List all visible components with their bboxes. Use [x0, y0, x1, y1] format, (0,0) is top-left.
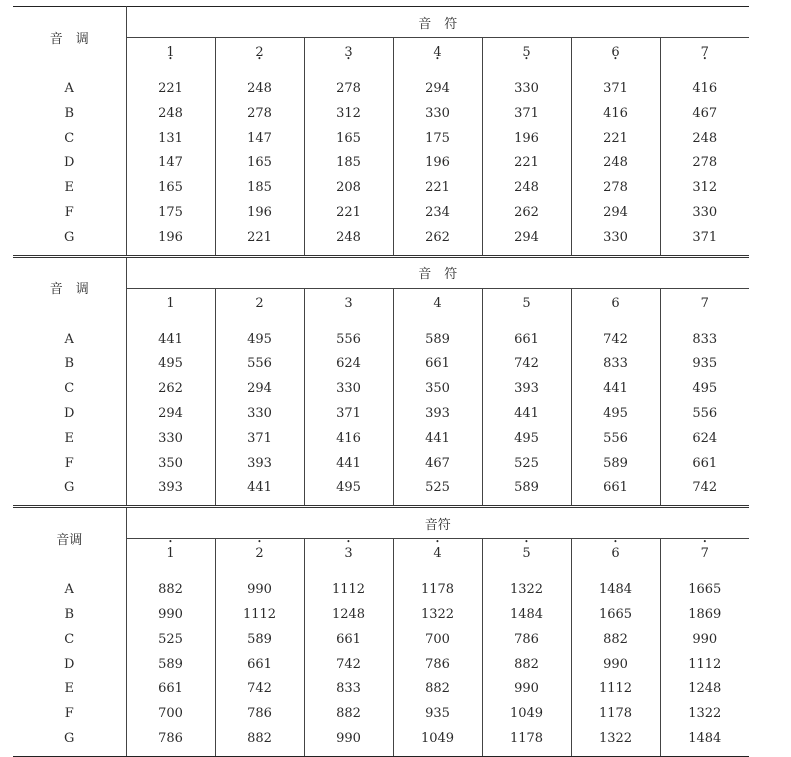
frequency-cell: 248	[126, 102, 215, 127]
frequency-cell: 700	[126, 702, 215, 727]
frequency-cell: 742	[304, 653, 393, 678]
frequency-cell: 525	[393, 476, 482, 506]
note-header-cell	[215, 288, 304, 318]
frequency-cell: 393	[215, 452, 304, 477]
frequency-cell: 1178	[482, 727, 571, 756]
note-header-cell	[571, 539, 660, 569]
frequency-cell: 1665	[571, 603, 660, 628]
table-row	[13, 151, 749, 176]
frequency-cell: 221	[304, 201, 393, 226]
frequency-cell: 416	[571, 102, 660, 127]
note-header-cell	[393, 539, 482, 569]
note-header-cell	[304, 288, 393, 318]
frequency-cell: 525	[482, 452, 571, 477]
frequency-cell: 495	[571, 402, 660, 427]
note-label: 6 •	[611, 45, 619, 60]
frequency-cell: 661	[393, 352, 482, 377]
frequency-cell: 742	[692, 480, 718, 496]
frequency-cell: 294	[215, 377, 304, 402]
note-label: 2	[255, 295, 264, 311]
frequency-cell: 700	[393, 628, 482, 653]
key-cell: G	[13, 226, 126, 256]
frequency-cell: 1112	[215, 603, 304, 628]
key-cell: D	[13, 151, 126, 176]
frequency-cell: 661	[571, 476, 660, 506]
frequency-cell: 371	[482, 102, 571, 127]
frequency-cell: 221	[126, 67, 215, 102]
key-cell: G	[13, 476, 126, 506]
table-row	[13, 628, 749, 653]
frequency-cell: 248	[482, 176, 571, 201]
frequency-cell: 882	[215, 727, 304, 756]
table-row	[13, 452, 749, 477]
frequency-cell: 556	[215, 352, 304, 377]
frequency-cell: 221	[215, 226, 304, 256]
note-header-cell	[304, 539, 393, 569]
section-1-header-row	[13, 256, 749, 288]
frequency-cell: 221	[393, 176, 482, 201]
frequency-cell: 196	[393, 151, 482, 176]
frequency-cell: 882	[304, 702, 393, 727]
note-label: 4	[433, 295, 442, 311]
frequency-cell: 786	[126, 727, 215, 756]
frequency-cell: 175	[393, 127, 482, 152]
frequency-cell: 990	[215, 568, 304, 603]
frequency-cell: 147	[215, 127, 304, 152]
note-label: • 4	[433, 546, 441, 561]
frequency-cell: 1049	[393, 727, 482, 756]
note-frequency-table	[13, 6, 749, 757]
table-row	[13, 201, 749, 226]
frequency-cell: 416	[304, 427, 393, 452]
note-header-cell	[660, 38, 749, 68]
note-header-cell	[126, 539, 215, 569]
note-group-header: 音 符	[126, 7, 749, 38]
frequency-cell: 495	[215, 318, 304, 353]
frequency-cell: 1869	[688, 606, 722, 622]
table-row	[13, 377, 749, 402]
frequency-cell: 165	[126, 176, 215, 201]
frequency-cell: 208	[304, 176, 393, 201]
frequency-cell: 1322	[482, 568, 571, 603]
frequency-cell: 371	[304, 402, 393, 427]
key-column-header: 音 调	[13, 256, 126, 318]
note-header-cell	[126, 38, 215, 68]
frequency-cell: 221	[482, 151, 571, 176]
frequency-cell: 990	[304, 727, 393, 756]
note-header-cell	[482, 288, 571, 318]
frequency-cell: 262	[482, 201, 571, 226]
frequency-cell: 234	[393, 201, 482, 226]
note-header-cell	[660, 539, 749, 569]
note-label: • 7	[701, 546, 709, 561]
frequency-cell: 589	[215, 628, 304, 653]
frequency-cell: 742	[215, 677, 304, 702]
frequency-cell: 1178	[393, 568, 482, 603]
note-header-cell	[393, 288, 482, 318]
note-label: 7 •	[701, 45, 709, 60]
frequency-cell: 294	[571, 201, 660, 226]
frequency-cell: 1322	[571, 727, 660, 756]
frequency-cell: 661	[482, 318, 571, 353]
frequency-cell: 661	[126, 677, 215, 702]
frequency-cell: 393	[126, 476, 215, 506]
frequency-cell: 248	[571, 151, 660, 176]
frequency-cell: 441	[215, 476, 304, 506]
frequency-cell: 196	[482, 127, 571, 152]
note-label: • 5	[522, 546, 530, 561]
frequency-cell: 495	[304, 476, 393, 506]
key-cell: D	[13, 402, 126, 427]
frequency-cell: 467	[692, 105, 718, 121]
frequency-cell: 185	[304, 151, 393, 176]
frequency-cell: 147	[126, 151, 215, 176]
frequency-cell: 661	[215, 653, 304, 678]
frequency-cell: 661	[692, 455, 718, 471]
frequency-cell: 990	[692, 631, 718, 647]
frequency-cell: 248	[304, 226, 393, 256]
frequency-cell: 371	[692, 229, 718, 245]
section-0-header-row	[13, 7, 749, 38]
key-cell: G	[13, 727, 126, 756]
frequency-cell: 935	[692, 356, 718, 372]
table-row	[13, 653, 749, 678]
key-cell: A	[13, 568, 126, 603]
frequency-cell: 294	[482, 226, 571, 256]
table-row	[13, 568, 749, 603]
section-2-header-row	[13, 507, 749, 539]
key-cell: C	[13, 377, 126, 402]
table-row	[13, 127, 749, 152]
table-row	[13, 727, 749, 756]
frequency-cell: 350	[393, 377, 482, 402]
frequency-cell: 1484	[660, 727, 749, 756]
frequency-cell: 131	[126, 127, 215, 152]
frequency-cell: 371	[571, 67, 660, 102]
frequency-cell: 312	[692, 180, 718, 196]
frequency-cell: 990	[571, 653, 660, 678]
frequency-cell: 441	[482, 402, 571, 427]
note-label: • 3	[344, 546, 352, 561]
key-cell: B	[13, 352, 126, 377]
frequency-cell: 416	[692, 81, 718, 96]
frequency-cell: 1248	[304, 603, 393, 628]
key-cell: F	[13, 452, 126, 477]
note-header-cell	[482, 38, 571, 68]
frequency-cell: 990	[126, 603, 215, 628]
note-header-cell	[660, 288, 749, 318]
frequency-cell: 882	[571, 628, 660, 653]
frequency-cell: 441	[126, 318, 215, 353]
note-label: • 1	[166, 546, 174, 561]
frequency-cell: 1322	[393, 603, 482, 628]
frequency-cell: 1049	[482, 702, 571, 727]
frequency-cell: 990	[482, 677, 571, 702]
table-body	[13, 7, 749, 757]
table-row	[13, 352, 749, 377]
frequency-cell: 330	[215, 402, 304, 427]
frequency-cell: 393	[393, 402, 482, 427]
note-label: • 6	[611, 546, 619, 561]
key-cell: A	[13, 67, 126, 102]
frequency-cell: 624	[304, 352, 393, 377]
key-column-header: 音调	[13, 507, 126, 569]
frequency-cell: 330	[482, 67, 571, 102]
frequency-cell: 495	[692, 381, 718, 397]
note-label: 7	[700, 295, 709, 311]
key-cell: E	[13, 427, 126, 452]
table-row	[13, 476, 749, 506]
frequency-cell: 312	[304, 102, 393, 127]
frequency-cell: 196	[126, 226, 215, 256]
frequency-cell: 278	[571, 176, 660, 201]
frequency-cell: 786	[215, 702, 304, 727]
key-cell: F	[13, 702, 126, 727]
frequency-cell: 294	[393, 67, 482, 102]
table-row	[13, 603, 749, 628]
frequency-cell: 196	[215, 201, 304, 226]
frequency-cell: 495	[126, 352, 215, 377]
frequency-cell: 525	[126, 628, 215, 653]
key-cell: F	[13, 201, 126, 226]
frequency-cell: 330	[393, 102, 482, 127]
table-row	[13, 702, 749, 727]
key-cell: D	[13, 653, 126, 678]
frequency-cell: 278	[692, 155, 718, 171]
frequency-cell: 248	[215, 67, 304, 102]
frequency-cell: 441	[393, 427, 482, 452]
frequency-cell: 1322	[688, 706, 722, 722]
frequency-cell: 495	[482, 427, 571, 452]
frequency-cell: 1112	[304, 568, 393, 603]
note-header-cell	[304, 38, 393, 68]
frequency-cell: 262	[126, 377, 215, 402]
frequency-cell: 556	[304, 318, 393, 353]
frequency-cell: 589	[126, 653, 215, 678]
frequency-cell: 786	[393, 653, 482, 678]
frequency-cell: 742	[482, 352, 571, 377]
frequency-cell: 1112	[571, 677, 660, 702]
key-cell: E	[13, 677, 126, 702]
table-row	[13, 67, 749, 102]
note-label: 5 •	[522, 45, 530, 60]
key-cell: C	[13, 127, 126, 152]
key-column-header: 音 调	[13, 7, 126, 68]
frequency-cell: 833	[692, 331, 718, 347]
frequency-cell: 371	[215, 427, 304, 452]
note-header-cell	[215, 539, 304, 569]
frequency-cell: 882	[393, 677, 482, 702]
frequency-cell: 1484	[571, 568, 660, 603]
table-row	[13, 677, 749, 702]
key-cell: C	[13, 628, 126, 653]
frequency-cell: 165	[215, 151, 304, 176]
frequency-cell: 882	[482, 653, 571, 678]
note-label: 1 •	[166, 45, 174, 60]
table-row	[13, 176, 749, 201]
note-header-cell	[126, 288, 215, 318]
note-label: • 2	[255, 546, 263, 561]
frequency-cell: 833	[304, 677, 393, 702]
frequency-cell: 556	[571, 427, 660, 452]
frequency-cell: 1248	[688, 681, 722, 697]
note-header-cell	[571, 288, 660, 318]
table-row	[13, 226, 749, 256]
note-label: 3 •	[344, 45, 352, 60]
frequency-cell: 589	[571, 452, 660, 477]
frequency-cell: 589	[482, 476, 571, 506]
key-cell: A	[13, 318, 126, 353]
frequency-cell: 1484	[482, 603, 571, 628]
frequency-cell: 786	[482, 628, 571, 653]
table-row	[13, 318, 749, 353]
key-cell: E	[13, 176, 126, 201]
frequency-cell: 248	[692, 130, 718, 146]
frequency-cell: 278	[215, 102, 304, 127]
note-header-cell	[393, 38, 482, 68]
frequency-cell: 185	[215, 176, 304, 201]
frequency-cell: 278	[304, 67, 393, 102]
frequency-cell: 294	[126, 402, 215, 427]
frequency-cell: 467	[393, 452, 482, 477]
frequency-cell: 175	[126, 201, 215, 226]
frequency-cell: 330	[304, 377, 393, 402]
table-row	[13, 402, 749, 427]
note-label: 4 •	[433, 45, 441, 60]
frequency-cell: 556	[692, 405, 718, 421]
table-row	[13, 102, 749, 127]
note-label: 6	[611, 295, 620, 311]
frequency-cell: 330	[571, 226, 660, 256]
frequency-cell: 833	[571, 352, 660, 377]
note-label: 5	[522, 295, 531, 311]
note-label: 3	[344, 295, 353, 311]
frequency-cell: 221	[571, 127, 660, 152]
frequency-cell: 393	[482, 377, 571, 402]
frequency-cell: 330	[692, 204, 718, 220]
key-cell: B	[13, 102, 126, 127]
frequency-cell: 1178	[571, 702, 660, 727]
frequency-cell: 165	[304, 127, 393, 152]
frequency-cell: 330	[126, 427, 215, 452]
frequency-cell: 882	[126, 568, 215, 603]
note-group-header: 音符	[126, 507, 749, 539]
frequency-cell: 1112	[688, 656, 722, 672]
note-header-cell	[482, 539, 571, 569]
frequency-table-container	[13, 6, 748, 757]
frequency-cell: 661	[304, 628, 393, 653]
frequency-cell: 742	[571, 318, 660, 353]
frequency-cell: 262	[393, 226, 482, 256]
note-group-header: 音 符	[126, 256, 749, 288]
frequency-cell: 441	[571, 377, 660, 402]
table-row	[13, 427, 749, 452]
note-label: 2 •	[255, 45, 263, 60]
frequency-cell: 441	[304, 452, 393, 477]
note-label: 1	[166, 295, 175, 311]
note-header-cell	[215, 38, 304, 68]
frequency-cell: 935	[393, 702, 482, 727]
frequency-cell: 1665	[688, 582, 722, 598]
key-cell: B	[13, 603, 126, 628]
note-header-cell	[571, 38, 660, 68]
frequency-cell: 624	[692, 430, 718, 446]
frequency-cell: 589	[393, 318, 482, 353]
frequency-cell: 350	[126, 452, 215, 477]
